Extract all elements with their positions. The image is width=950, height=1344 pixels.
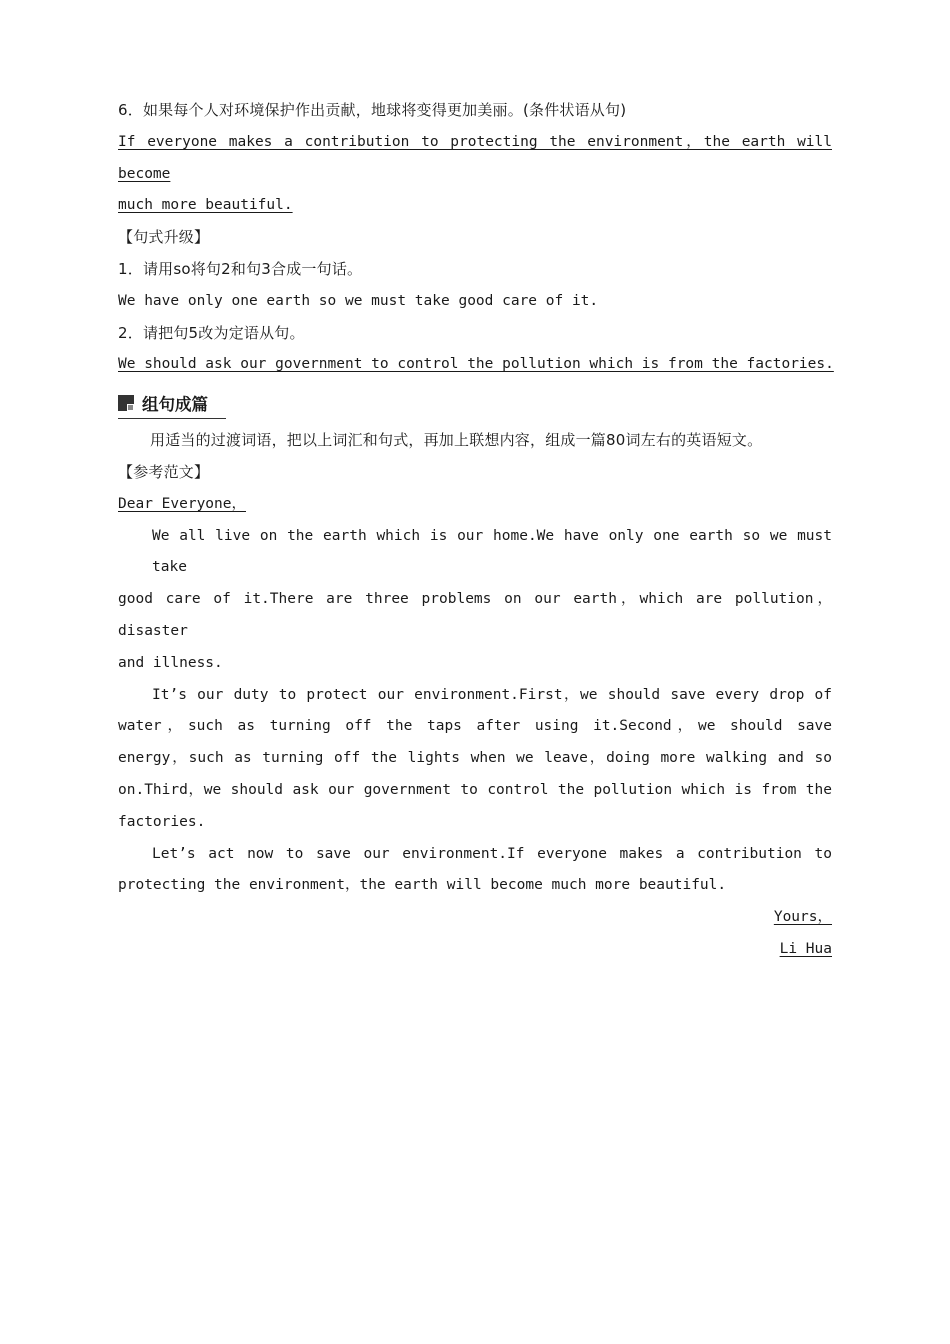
paragraph-line: It’s our duty to protect our environment.First，we should save every drop of [152, 686, 832, 703]
compose-task: 用适当的过渡词语，把以上词汇和句式，再加上联想内容，组成一篇80词左右的英语短文。 [150, 431, 763, 450]
upgrade-heading: 【句式升级】 [118, 228, 210, 247]
signature-text: Li Hua [779, 940, 832, 957]
question-6-prompt: 6．如果每个人对环境保护作出贡献，地球将变得更加美丽。(条件状语从句) [118, 101, 627, 119]
paragraph-line: water，such as turning off the taps after using it.Second，we should save [118, 718, 832, 735]
paragraph-line: good care of it.There are three problems on our earth，which are pollution，disaster [118, 591, 832, 639]
section-header [118, 389, 226, 419]
salutation: Dear Everyone， [118, 495, 246, 512]
signature [118, 934, 832, 966]
paragraph-line: protecting the environment，the earth will become much more beautiful. [118, 877, 727, 894]
paragraph-line: We all live on the earth which is our home.We have only one earth so we must take [152, 527, 832, 576]
section-square-icon [118, 395, 134, 411]
question-6-answer-line-2: much more beautiful. [118, 197, 293, 214]
section-title: 组句成篇 [142, 395, 208, 415]
paragraph-line: on.Third，we should ask our government to control the pollution which is from the [118, 781, 832, 798]
paragraph-3 [118, 839, 832, 903]
paragraph-line: energy，such as turning off the lights when we leave，doing more walking and so [118, 750, 832, 767]
document-page [118, 95, 832, 966]
upgrade-item-2-answer: We should ask our government to control the pollution which is from the factories. [118, 356, 834, 373]
reference-heading: 【参考范文】 [118, 462, 210, 481]
question-6-answer-line-1: If everyone makes a contribution to protecting the environment，the earth will become [118, 133, 832, 182]
paragraph-line: factories. [118, 813, 206, 830]
paragraph-line: and illness. [118, 654, 223, 671]
upgrade-item-1-prompt: 1．请用so将句2和句3合成一句话。 [118, 259, 363, 278]
paragraph-line: Let’s act now to save our environment.If everyone makes a contribution to [152, 845, 832, 862]
closing [118, 902, 832, 934]
upgrade-item-1-answer: We have only one earth so we must take good care of it. [118, 292, 599, 309]
paragraph-1 [118, 521, 832, 680]
paragraph-2 [118, 680, 832, 839]
upgrade-item-2-prompt: 2．请把句5改为定语从句。 [118, 323, 305, 342]
closing-text: Yours， [773, 909, 832, 926]
